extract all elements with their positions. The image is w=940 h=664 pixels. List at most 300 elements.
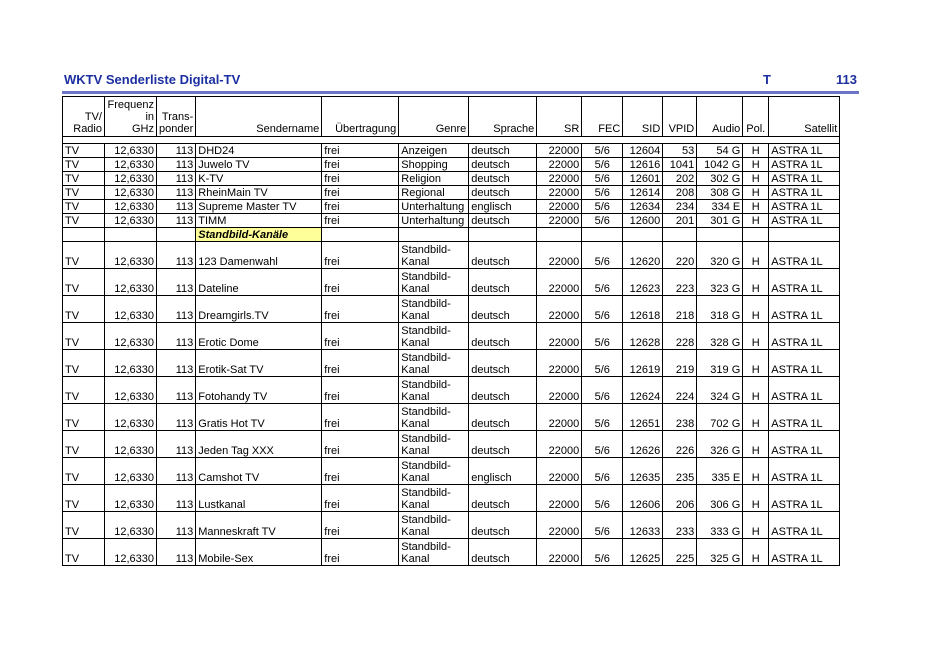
cell-sprache: deutsch bbox=[469, 269, 537, 296]
cell-type: TV bbox=[63, 158, 105, 172]
cell-sendername: Dreamgirls.TV bbox=[196, 296, 322, 323]
cell-fec: 5/6 bbox=[582, 485, 623, 512]
col-sid: SID bbox=[623, 97, 663, 137]
genre-line-2: Kanal bbox=[401, 472, 430, 484]
cell-sprache: deutsch bbox=[469, 172, 537, 186]
cell-pol: H bbox=[743, 458, 769, 485]
cell-transponder: 113 bbox=[157, 172, 196, 186]
cell-transponder: 113 bbox=[157, 377, 196, 404]
cell-pol: H bbox=[743, 404, 769, 431]
cell-satellit: ASTRA 1L bbox=[769, 144, 840, 158]
cell-type: TV bbox=[63, 431, 105, 458]
table-row bbox=[63, 377, 840, 404]
genre-line-2: Kanal bbox=[401, 418, 430, 430]
cell-uebertragung: frei bbox=[322, 296, 399, 323]
cell-sendername: DHD24 bbox=[196, 144, 322, 158]
cell-uebertragung: frei bbox=[322, 172, 399, 186]
cell-sprache: deutsch bbox=[469, 350, 537, 377]
cell-sprache: deutsch bbox=[469, 214, 537, 228]
cell-fec: 5/6 bbox=[582, 539, 623, 566]
section-label: Standbild-Kanäle bbox=[196, 228, 322, 242]
col-frequency: Frequenz in GHz bbox=[105, 97, 157, 137]
cell-uebertragung: frei bbox=[322, 200, 399, 214]
cell-sid: 12628 bbox=[623, 323, 663, 350]
cell-sr: 22000 bbox=[537, 404, 582, 431]
cell-audio: 301 G bbox=[697, 214, 743, 228]
cell-vpid: 225 bbox=[663, 539, 697, 566]
cell-fec: 5/6 bbox=[582, 158, 623, 172]
cell-audio: 320 G bbox=[697, 242, 743, 269]
cell-audio: 324 G bbox=[697, 377, 743, 404]
cell-transponder: 113 bbox=[157, 539, 196, 566]
separator-cell bbox=[105, 137, 157, 144]
table-row bbox=[63, 323, 840, 350]
cell-genre bbox=[399, 323, 469, 350]
cell-sendername: Erotic Dome bbox=[196, 323, 322, 350]
cell-fec: 5/6 bbox=[582, 214, 623, 228]
cell-vpid: 218 bbox=[663, 296, 697, 323]
genre-line-1: Standbild- bbox=[401, 379, 451, 391]
cell-satellit: ASTRA 1L bbox=[769, 377, 840, 404]
cell-frequency: 12,6330 bbox=[105, 539, 157, 566]
cell-sendername: Juwelo TV bbox=[196, 158, 322, 172]
cell-satellit: ASTRA 1L bbox=[769, 485, 840, 512]
cell-genre bbox=[399, 512, 469, 539]
cell-pol: H bbox=[743, 269, 769, 296]
cell-genre: Regional bbox=[399, 186, 469, 200]
cell-genre: Unterhaltung bbox=[399, 200, 469, 214]
genre-line-2: Kanal bbox=[401, 445, 430, 457]
cell-fec: 5/6 bbox=[582, 269, 623, 296]
cell-type: TV bbox=[63, 539, 105, 566]
separator-cell bbox=[322, 137, 399, 144]
cell-audio: 328 G bbox=[697, 323, 743, 350]
table-row bbox=[63, 404, 840, 431]
cell-uebertragung: frei bbox=[322, 144, 399, 158]
cell-sid: 12619 bbox=[623, 350, 663, 377]
cell-genre bbox=[399, 269, 469, 296]
cell-uebertragung: frei bbox=[322, 404, 399, 431]
cell-sendername: Manneskraft TV bbox=[196, 512, 322, 539]
cell-satellit: ASTRA 1L bbox=[769, 512, 840, 539]
cell-type: TV bbox=[63, 377, 105, 404]
genre-line-2: Kanal bbox=[401, 283, 430, 295]
cell-frequency: 12,6330 bbox=[105, 200, 157, 214]
cell-sid: 12616 bbox=[623, 158, 663, 172]
cell-fec: 5/6 bbox=[582, 144, 623, 158]
cell-sr: 22000 bbox=[537, 350, 582, 377]
cell-audio: 54 G bbox=[697, 144, 743, 158]
cell-frequency: 12,6330 bbox=[105, 431, 157, 458]
cell-sprache: deutsch bbox=[469, 242, 537, 269]
cell-pol: H bbox=[743, 214, 769, 228]
cell-frequency: 12,6330 bbox=[105, 214, 157, 228]
cell-pol: H bbox=[743, 296, 769, 323]
cell-sr: 22000 bbox=[537, 200, 582, 214]
cell-audio: 308 G bbox=[697, 186, 743, 200]
cell-sid: 12618 bbox=[623, 296, 663, 323]
table-row bbox=[63, 539, 840, 566]
col-sendername: Sendername bbox=[196, 97, 322, 137]
table-row bbox=[63, 269, 840, 296]
cell-sprache: deutsch bbox=[469, 431, 537, 458]
separator-cell bbox=[399, 137, 469, 144]
genre-line-2: Kanal bbox=[401, 391, 430, 403]
cell-type: TV bbox=[63, 296, 105, 323]
header-separator bbox=[63, 137, 840, 144]
cell-pol: H bbox=[743, 158, 769, 172]
cell-sendername: Gratis Hot TV bbox=[196, 404, 322, 431]
cell-sprache: deutsch bbox=[469, 296, 537, 323]
cell-sr: 22000 bbox=[537, 458, 582, 485]
cell-transponder: 113 bbox=[157, 350, 196, 377]
cell-sr: 22000 bbox=[537, 296, 582, 323]
separator-cell bbox=[157, 137, 196, 144]
genre-line-1: Standbild- bbox=[401, 244, 451, 256]
cell-type: TV bbox=[63, 214, 105, 228]
cell-sr: 22000 bbox=[537, 214, 582, 228]
empty-cell bbox=[623, 228, 663, 242]
cell-fec: 5/6 bbox=[582, 242, 623, 269]
section-row bbox=[63, 228, 840, 242]
cell-satellit: ASTRA 1L bbox=[769, 214, 840, 228]
cell-sid: 12604 bbox=[623, 144, 663, 158]
cell-type: TV bbox=[63, 269, 105, 296]
cell-vpid: 208 bbox=[663, 186, 697, 200]
cell-satellit: ASTRA 1L bbox=[769, 431, 840, 458]
cell-sid: 12635 bbox=[623, 458, 663, 485]
col-sr: SR bbox=[537, 97, 582, 137]
cell-sr: 22000 bbox=[537, 512, 582, 539]
empty-cell bbox=[769, 228, 840, 242]
cell-pol: H bbox=[743, 323, 769, 350]
cell-sr: 22000 bbox=[537, 172, 582, 186]
cell-sendername: Lustkanal bbox=[196, 485, 322, 512]
cell-sendername: TIMM bbox=[196, 214, 322, 228]
cell-frequency: 12,6330 bbox=[105, 404, 157, 431]
cell-genre bbox=[399, 377, 469, 404]
cell-sid: 12601 bbox=[623, 172, 663, 186]
cell-sr: 22000 bbox=[537, 485, 582, 512]
separator-cell bbox=[663, 137, 697, 144]
empty-cell bbox=[469, 228, 537, 242]
cell-audio: 319 G bbox=[697, 350, 743, 377]
cell-sr: 22000 bbox=[537, 186, 582, 200]
genre-line-1: Standbild- bbox=[401, 487, 451, 499]
cell-satellit: ASTRA 1L bbox=[769, 404, 840, 431]
cell-sprache: deutsch bbox=[469, 186, 537, 200]
cell-vpid: 234 bbox=[663, 200, 697, 214]
cell-type: TV bbox=[63, 350, 105, 377]
cell-sid: 12634 bbox=[623, 200, 663, 214]
genre-line-1: Standbild- bbox=[401, 298, 451, 310]
cell-sr: 22000 bbox=[537, 269, 582, 296]
table-row bbox=[63, 350, 840, 377]
cell-audio: 306 G bbox=[697, 485, 743, 512]
cell-satellit: ASTRA 1L bbox=[769, 539, 840, 566]
cell-fec: 5/6 bbox=[582, 296, 623, 323]
table-row bbox=[63, 158, 840, 172]
cell-transponder: 113 bbox=[157, 242, 196, 269]
cell-vpid: 219 bbox=[663, 350, 697, 377]
cell-vpid: 238 bbox=[663, 404, 697, 431]
cell-sprache: deutsch bbox=[469, 158, 537, 172]
cell-vpid: 53 bbox=[663, 144, 697, 158]
empty-cell bbox=[537, 228, 582, 242]
cell-genre: Unterhaltung bbox=[399, 214, 469, 228]
cell-transponder: 113 bbox=[157, 296, 196, 323]
cell-fec: 5/6 bbox=[582, 404, 623, 431]
genre-line-2: Kanal bbox=[401, 256, 430, 268]
cell-frequency: 12,6330 bbox=[105, 512, 157, 539]
cell-frequency: 12,6330 bbox=[105, 158, 157, 172]
cell-pol: H bbox=[743, 431, 769, 458]
separator-cell bbox=[743, 137, 769, 144]
cell-frequency: 12,6330 bbox=[105, 296, 157, 323]
cell-uebertragung: frei bbox=[322, 269, 399, 296]
table-row bbox=[63, 200, 840, 214]
cell-sendername: K-TV bbox=[196, 172, 322, 186]
cell-transponder: 113 bbox=[157, 512, 196, 539]
cell-frequency: 12,6330 bbox=[105, 242, 157, 269]
cell-transponder: 113 bbox=[157, 323, 196, 350]
cell-sr: 22000 bbox=[537, 242, 582, 269]
cell-uebertragung: frei bbox=[322, 186, 399, 200]
empty-cell bbox=[105, 228, 157, 242]
genre-line-1: Standbild- bbox=[401, 325, 451, 337]
cell-uebertragung: frei bbox=[322, 431, 399, 458]
cell-genre: Anzeigen bbox=[399, 144, 469, 158]
table-row bbox=[63, 431, 840, 458]
cell-vpid: 206 bbox=[663, 485, 697, 512]
col-genre: Genre bbox=[399, 97, 469, 137]
cell-fec: 5/6 bbox=[582, 323, 623, 350]
empty-cell bbox=[697, 228, 743, 242]
cell-sendername: Dateline bbox=[196, 269, 322, 296]
cell-uebertragung: frei bbox=[322, 350, 399, 377]
cell-genre: Shopping bbox=[399, 158, 469, 172]
genre-line-2: Kanal bbox=[401, 526, 430, 538]
cell-sendername: Mobile-Sex bbox=[196, 539, 322, 566]
genre-line-1: Standbild- bbox=[401, 541, 451, 553]
cell-transponder: 113 bbox=[157, 485, 196, 512]
cell-transponder: 113 bbox=[157, 269, 196, 296]
cell-type: TV bbox=[63, 186, 105, 200]
cell-sprache: englisch bbox=[469, 200, 537, 214]
cell-sendername: RheinMain TV bbox=[196, 186, 322, 200]
cell-sr: 22000 bbox=[537, 539, 582, 566]
cell-pol: H bbox=[743, 350, 769, 377]
cell-audio: 325 G bbox=[697, 539, 743, 566]
cell-sid: 12623 bbox=[623, 269, 663, 296]
col-satellit: Satellit bbox=[769, 97, 840, 137]
col-fec: FEC bbox=[582, 97, 623, 137]
genre-line-1: Standbild- bbox=[401, 406, 451, 418]
cell-sid: 12626 bbox=[623, 431, 663, 458]
cell-satellit: ASTRA 1L bbox=[769, 296, 840, 323]
genre-line-2: Kanal bbox=[401, 553, 430, 565]
empty-cell bbox=[663, 228, 697, 242]
page-number: 113 bbox=[836, 72, 857, 87]
genre-line-1: Standbild- bbox=[401, 271, 451, 283]
cell-sendername: Fotohandy TV bbox=[196, 377, 322, 404]
cell-sprache: deutsch bbox=[469, 323, 537, 350]
cell-fec: 5/6 bbox=[582, 512, 623, 539]
cell-type: TV bbox=[63, 323, 105, 350]
cell-frequency: 12,6330 bbox=[105, 269, 157, 296]
cell-sendername: Camshot TV bbox=[196, 458, 322, 485]
genre-line-2: Kanal bbox=[401, 310, 430, 322]
cell-uebertragung: frei bbox=[322, 242, 399, 269]
cell-frequency: 12,6330 bbox=[105, 350, 157, 377]
cell-audio: 1042 G bbox=[697, 158, 743, 172]
cell-type: TV bbox=[63, 144, 105, 158]
cell-audio: 702 G bbox=[697, 404, 743, 431]
cell-audio: 323 G bbox=[697, 269, 743, 296]
cell-audio: 326 G bbox=[697, 431, 743, 458]
cell-audio: 335 E bbox=[697, 458, 743, 485]
genre-line-2: Kanal bbox=[401, 364, 430, 376]
separator-cell bbox=[63, 137, 105, 144]
cell-fec: 5/6 bbox=[582, 350, 623, 377]
empty-cell bbox=[582, 228, 623, 242]
cell-pol: H bbox=[743, 200, 769, 214]
empty-cell bbox=[399, 228, 469, 242]
cell-fec: 5/6 bbox=[582, 377, 623, 404]
cell-type: TV bbox=[63, 512, 105, 539]
cell-vpid: 1041 bbox=[663, 158, 697, 172]
cell-satellit: ASTRA 1L bbox=[769, 158, 840, 172]
cell-satellit: ASTRA 1L bbox=[769, 200, 840, 214]
cell-sprache: deutsch bbox=[469, 377, 537, 404]
cell-uebertragung: frei bbox=[322, 158, 399, 172]
cell-pol: H bbox=[743, 242, 769, 269]
cell-audio: 302 G bbox=[697, 172, 743, 186]
cell-genre bbox=[399, 404, 469, 431]
cell-sprache: deutsch bbox=[469, 404, 537, 431]
page-header bbox=[62, 71, 859, 94]
table-row bbox=[63, 186, 840, 200]
cell-fec: 5/6 bbox=[582, 186, 623, 200]
separator-cell bbox=[769, 137, 840, 144]
table-header-row bbox=[63, 97, 840, 137]
cell-sid: 12620 bbox=[623, 242, 663, 269]
cell-sendername: Jeden Tag XXX bbox=[196, 431, 322, 458]
genre-line-1: Standbild- bbox=[401, 514, 451, 526]
cell-sr: 22000 bbox=[537, 144, 582, 158]
cell-type: TV bbox=[63, 242, 105, 269]
cell-uebertragung: frei bbox=[322, 214, 399, 228]
cell-satellit: ASTRA 1L bbox=[769, 172, 840, 186]
cell-sprache: deutsch bbox=[469, 485, 537, 512]
cell-pol: H bbox=[743, 512, 769, 539]
empty-cell bbox=[157, 228, 196, 242]
cell-pol: H bbox=[743, 186, 769, 200]
cell-sprache: deutsch bbox=[469, 539, 537, 566]
cell-pol: H bbox=[743, 485, 769, 512]
cell-transponder: 113 bbox=[157, 144, 196, 158]
cell-uebertragung: frei bbox=[322, 485, 399, 512]
table-row bbox=[63, 512, 840, 539]
cell-pol: H bbox=[743, 144, 769, 158]
cell-sendername: Supreme Master TV bbox=[196, 200, 322, 214]
cell-genre bbox=[399, 539, 469, 566]
table-row bbox=[63, 458, 840, 485]
cell-sid: 12625 bbox=[623, 539, 663, 566]
cell-satellit: ASTRA 1L bbox=[769, 269, 840, 296]
col-tv-radio: TV/ Radio bbox=[63, 97, 105, 137]
cell-frequency: 12,6330 bbox=[105, 144, 157, 158]
cell-sr: 22000 bbox=[537, 323, 582, 350]
cell-genre bbox=[399, 485, 469, 512]
cell-fec: 5/6 bbox=[582, 431, 623, 458]
cell-vpid: 201 bbox=[663, 214, 697, 228]
cell-type: TV bbox=[63, 200, 105, 214]
cell-transponder: 113 bbox=[157, 431, 196, 458]
cell-audio: 334 E bbox=[697, 200, 743, 214]
cell-fec: 5/6 bbox=[582, 200, 623, 214]
separator-cell bbox=[623, 137, 663, 144]
cell-genre bbox=[399, 431, 469, 458]
genre-line-1: Standbild- bbox=[401, 352, 451, 364]
separator-cell bbox=[537, 137, 582, 144]
col-sprache: Sprache bbox=[469, 97, 537, 137]
cell-sid: 12633 bbox=[623, 512, 663, 539]
cell-satellit: ASTRA 1L bbox=[769, 323, 840, 350]
col-uebertragung: Übertragung bbox=[322, 97, 399, 137]
cell-sprache: deutsch bbox=[469, 512, 537, 539]
cell-genre bbox=[399, 458, 469, 485]
channel-table bbox=[62, 96, 840, 566]
table-row bbox=[63, 172, 840, 186]
cell-uebertragung: frei bbox=[322, 377, 399, 404]
cell-vpid: 220 bbox=[663, 242, 697, 269]
col-audio: Audio bbox=[697, 97, 743, 137]
page-title: WKTV Senderliste Digital-TV bbox=[64, 72, 241, 87]
cell-transponder: 113 bbox=[157, 404, 196, 431]
cell-fec: 5/6 bbox=[582, 172, 623, 186]
table-row bbox=[63, 485, 840, 512]
genre-line-2: Kanal bbox=[401, 499, 430, 511]
cell-pol: H bbox=[743, 539, 769, 566]
cell-vpid: 235 bbox=[663, 458, 697, 485]
cell-transponder: 113 bbox=[157, 458, 196, 485]
cell-pol: H bbox=[743, 377, 769, 404]
cell-uebertragung: frei bbox=[322, 323, 399, 350]
cell-type: TV bbox=[63, 485, 105, 512]
cell-satellit: ASTRA 1L bbox=[769, 242, 840, 269]
cell-pol: H bbox=[743, 172, 769, 186]
cell-audio: 333 G bbox=[697, 512, 743, 539]
cell-vpid: 223 bbox=[663, 269, 697, 296]
cell-genre: Religion bbox=[399, 172, 469, 186]
cell-vpid: 202 bbox=[663, 172, 697, 186]
cell-frequency: 12,6330 bbox=[105, 186, 157, 200]
empty-cell bbox=[63, 228, 105, 242]
table-row bbox=[63, 144, 840, 158]
cell-sendername: Erotik-Sat TV bbox=[196, 350, 322, 377]
separator-cell bbox=[469, 137, 537, 144]
empty-cell bbox=[743, 228, 769, 242]
cell-sid: 12606 bbox=[623, 485, 663, 512]
table-row bbox=[63, 296, 840, 323]
cell-frequency: 12,6330 bbox=[105, 485, 157, 512]
empty-cell bbox=[322, 228, 399, 242]
genre-line-1: Standbild- bbox=[401, 433, 451, 445]
cell-transponder: 113 bbox=[157, 214, 196, 228]
cell-frequency: 12,6330 bbox=[105, 323, 157, 350]
genre-line-2: Kanal bbox=[401, 337, 430, 349]
